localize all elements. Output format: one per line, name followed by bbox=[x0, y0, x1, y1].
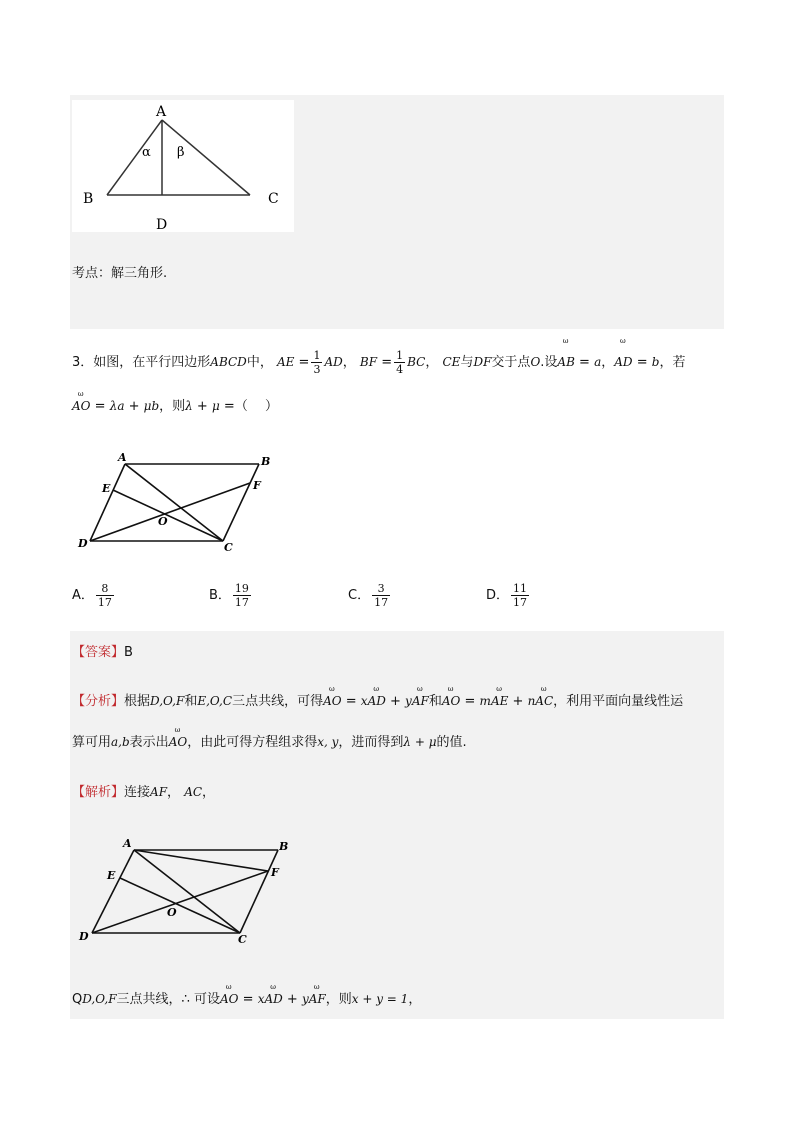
option-b[interactable]: B． $\frac{19}{17}$ bbox=[209, 582, 249, 609]
option-a[interactable]: A． $\frac{8}{17}$ bbox=[72, 582, 112, 609]
option-c[interactable]: C． $\frac{3}{17}$ bbox=[348, 582, 389, 609]
label-F: F bbox=[271, 866, 279, 879]
label-F: F bbox=[253, 479, 261, 492]
kaodian-text: 考点：解三角形. bbox=[72, 266, 168, 281]
label-E: E bbox=[102, 482, 111, 495]
parallelogram-figure bbox=[72, 448, 282, 556]
answer-value: B bbox=[124, 645, 133, 660]
question-number: 3． bbox=[72, 355, 94, 370]
question-line-2: ω AO = λa + μb，则λ + μ =（ ） bbox=[72, 395, 278, 414]
label-alpha: α bbox=[142, 145, 151, 160]
label-A: A bbox=[156, 104, 167, 120]
label-B: B bbox=[83, 191, 94, 207]
analysis-line-2: 算可用a,b表示出ω AO，由此可得方程组求得x, y，进而得到λ + μ的值. bbox=[72, 731, 467, 750]
analysis-tag: 【分析】 bbox=[72, 694, 125, 709]
solution-tag: 【解析】 bbox=[72, 785, 125, 800]
label-O: O bbox=[167, 906, 177, 919]
label-E: E bbox=[107, 869, 116, 882]
label-C: C bbox=[224, 541, 233, 554]
label-A: A bbox=[123, 837, 132, 850]
label-C: C bbox=[268, 191, 279, 207]
final-line: QD,O,F三点共线，∴ 可设ω AO = xω AD + yω AF，则x + y = 1， bbox=[72, 988, 421, 1007]
label-B: B bbox=[279, 840, 289, 853]
label-A: A bbox=[118, 451, 127, 464]
option-d[interactable]: D． $\frac{11}{17}$ bbox=[486, 582, 528, 609]
fraction-one-third: $\frac{1}{3}$ bbox=[313, 349, 321, 376]
fraction-one-fourth: $\frac{1}{4}$ bbox=[396, 349, 404, 376]
label-O: O bbox=[158, 515, 168, 528]
label-B: B bbox=[261, 455, 271, 468]
label-beta: β bbox=[177, 145, 185, 160]
analysis-line-1: 【分析】根据D,O,F和E,O,C三点共线，可得ω AO = xω AD + yω AF和ω AO = mω AE + nω AC，利用平面向量线性运 bbox=[72, 690, 683, 709]
question-line-1: 3．如图，在平行四边形ABCD中， AE = $\frac{1}{3}$ AD， BF = $\frac{1}{4}$ BC， CE与DF交于点O.设ω AB = a，ω AD = b，若 bbox=[72, 346, 685, 379]
solution-parallelogram-figure bbox=[72, 833, 302, 951]
label-D: D bbox=[78, 537, 88, 550]
answer-line bbox=[72, 641, 133, 660]
solution-line: 【解析】连接AF， AC， bbox=[72, 785, 216, 800]
answer-tag: 【答案】 bbox=[72, 645, 125, 660]
label-C: C bbox=[238, 933, 247, 946]
triangle-figure bbox=[72, 100, 294, 232]
label-D: D bbox=[156, 217, 168, 232]
label-D: D bbox=[79, 930, 89, 943]
